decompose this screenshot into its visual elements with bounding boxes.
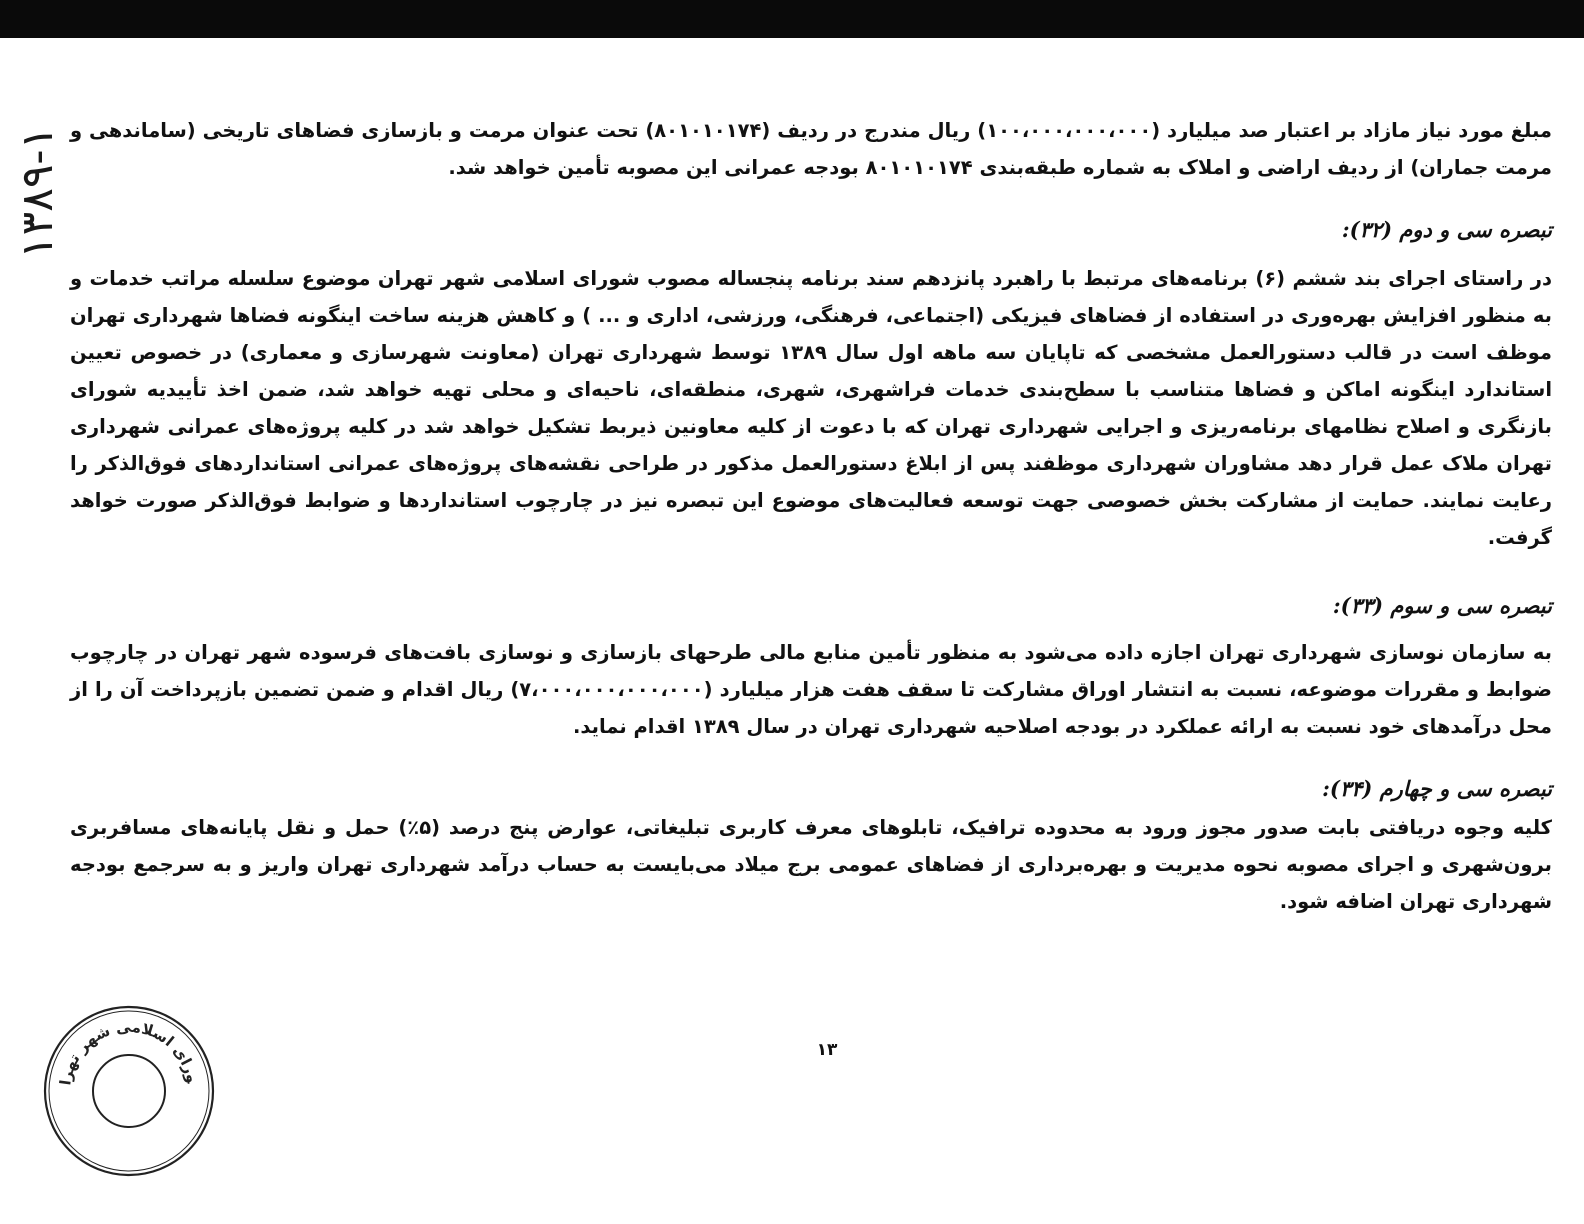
svg-text:شورای اسلامی شهر تهران: ورای اسلامی شهر تهرا — [56, 1017, 202, 1087]
intro-paragraph: مبلغ مورد نیاز مازاد بر اعتبار صد میلیارد (۱۰۰،۰۰۰،۰۰۰،۰۰۰) ریال مندرج در ردیف (۸۰۱۰۱۰۱۷۴) تحت عنوان مرمت و بازسازی فضاهای تاریخی (ساماندهی و مرمت جماران) از ردیف اراضی و املاک به شماره طبقه‌بندی ۸۰۱۰۱۰۱۷۴ بودجه عمرانی این مصوبه تأمین خواهد شد. — [70, 119, 1553, 179]
note-32-body: در راستای اجرای بند ششم (۶) برنامه‌های مرتبط با راهبرد پانزدهم سند برنامه پنجساله مصوب شورای اسلامی شهر تهران موضوع سلسله مراتب خدمات و به منظور افزایش بهره‌وری در استفاده از فضاهای فیزیکی (اجتماعی، فرهنگی، ورزشی، اداری و ... ) و کاهش هزینه ساخت اینگونه فضاها شهرداری تهران موظف است در قالب دستورالعمل مشخصی که تاپایان سه ماهه اول سال ۱۳۸۹ توسط شهرداری تهران (معاونت شهرسازی و معماری) در خصوص تعیین استاندارد اینگونه اماکن و فضاها متناسب با سطح‌بندی خدمات فراشهری، شهری، منطقه‌ای، ناحیه‌ای و محلی تهیه خواهد شد، ضمن اخذ تأییدیه شورای بازنگری و اصلاح نظامهای برنامه‌ریزی و اجرایی شهرداری تهران که با دعوت از کلیه معاونین ذیربط تشکیل خواهد شد در کلیه پروژه‌های عمرانی شهرداری تهران ملاک عمل قرار دهد مشاوران شهرداری موظفند پس از ابلاغ دستورالعمل مذکور در طراحی نقشه‌های پروژه‌های عمرانی استانداردهای فوق‌الذکر را رعایت نمایند. حمایت از مشارکت بخش خصوصی جهت توسعه فعالیت‌های موضوع این تبصره نیز در چارچوب استانداردها و ضوابط فوق‌الذکر صورت خواهد گرفت. — [70, 267, 1552, 549]
note-33-body: به سازمان نوسازی شهرداری تهران اجازه داده می‌شود به منظور تأمین منابع مالی طرحهای بازسازی و نوسازی بافت‌های فرسوده شهر تهران در چارچوب ضوابط و مقررات موضوعه، نسبت به انتشار اوراق مشارکت تا سقف هفت هزار میلیارد (۷،۰۰۰،۰۰۰،۰۰۰،۰۰۰) ریال اقدام و ضمن تضمین بازپرداخت آن را از محل درآمدهای خود نسبت به ارائه عملکرد در بودجه اصلاحیه شهرداری تهران در سال ۱۳۸۹ اقدام نماید. — [70, 641, 1552, 738]
seal-icon — [40, 1002, 218, 1180]
note-34-heading: تبصره سی و چهارم (۳۴): — [1322, 776, 1552, 801]
document-body — [70, 112, 1552, 920]
margin-note-text: ۱۳۸۹-۱ — [12, 125, 64, 259]
council-seal-stamp — [40, 1002, 218, 1180]
note-32-heading: تبصره سی و دوم (۳۲): — [1341, 217, 1552, 242]
note-34-body: کلیه وجوه دریافتی بابت صدور مجوز ورود به محدوده ترافیک، تابلوهای معرف کاربری تبلیغاتی، عوارض پنج درصد (۵٪) حمل و نقل پایانه‌های مسافربری برون‌شهری و اجرای مصوبه نحوه مدیریت و بهره‌برداری از فضاهای عمومی برج میلاد می‌بایست به حساب درآمد شهرداری تهران واریز و به سرجمع بودجه شهرداری تهران اضافه شود. — [70, 816, 1552, 913]
scan-top-border — [0, 0, 1584, 38]
handwritten-margin-note — [8, 92, 68, 292]
page-number: ۱۳ — [816, 1040, 838, 1060]
note-33-heading: تبصره سی و سوم (۳۳): — [1332, 593, 1552, 618]
